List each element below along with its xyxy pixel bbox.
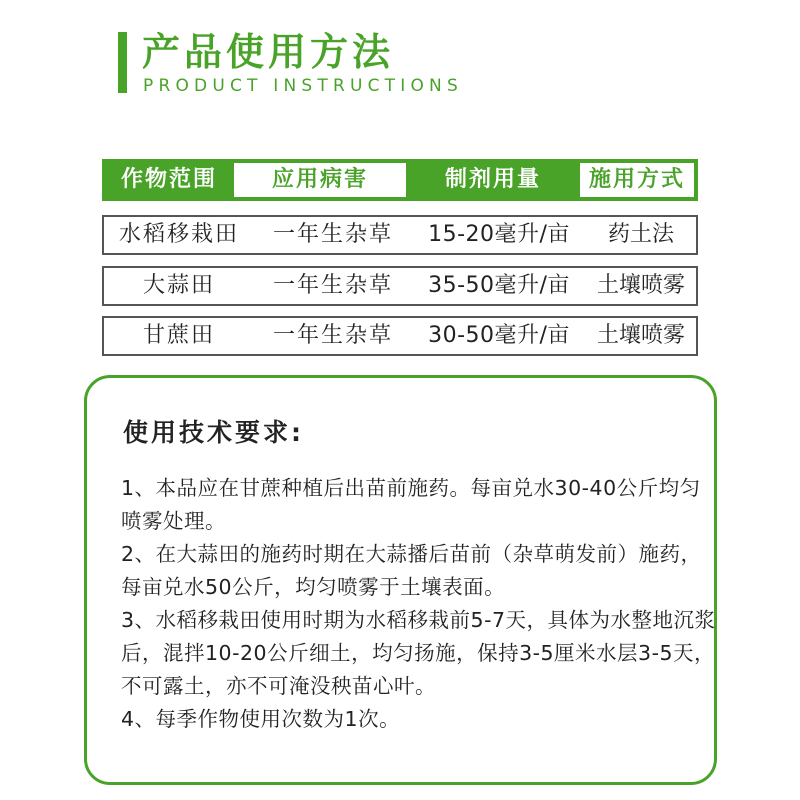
cell-dosage: 30-50毫升/亩 [428,323,570,348]
cell-crop: 水稻移栽田 [118,222,239,247]
requirement-item: 4、每季作物使用次数为1次。 [121,707,401,731]
requirements-list [121,472,716,736]
cell-target: 一年生杂草 [272,273,393,298]
cell-method: 土壤喷雾 [596,273,685,298]
cell-crop: 甘蔗田 [142,323,215,348]
title-accent-bar [118,32,127,93]
cell-dosage: 35-50毫升/亩 [428,273,570,298]
requirements-panel [84,375,717,785]
requirement-item: 3、水稻移栽田使用时期为水稻移栽前5-7天，具体为水整地沉浆后，混拌10-20公斤细土，均匀扬施，保持3-5厘米水层3-5天，不可露土，亦不可淹没秧苗心叶。 [121,608,716,698]
cell-crop: 大蒜田 [142,273,215,298]
page-subtitle: PRODUCT INSTRUCTIONS [143,76,463,96]
cell-dosage: 15-20毫升/亩 [428,222,570,247]
requirement-item: 1、本品应在甘蔗种植后出苗前施药。每亩兑水30-40公斤均匀喷雾处理。 [121,476,701,533]
cell-target: 一年生杂草 [272,222,393,247]
requirements-title: 使用技术要求: [123,418,304,447]
header-crop-range: 作物范围 [120,167,217,192]
requirement-item: 2、在大蒜田的施药时期在大蒜播后苗前（杂草萌发前）施药，每亩兑水50公斤，均匀喷雾于土壤表面。 [121,542,702,599]
table-row [102,316,698,356]
table-header [102,159,698,201]
page-title: 产品使用方法 [142,30,395,74]
table-row [102,215,698,255]
header-dosage: 制剂用量 [444,167,541,192]
cell-method: 药土法 [607,222,674,247]
header-application-method: 施用方式 [580,163,694,197]
cell-method: 土壤喷雾 [596,323,685,348]
table-row [102,266,698,306]
header-target-disease: 应用病害 [234,163,406,197]
cell-target: 一年生杂草 [272,323,393,348]
